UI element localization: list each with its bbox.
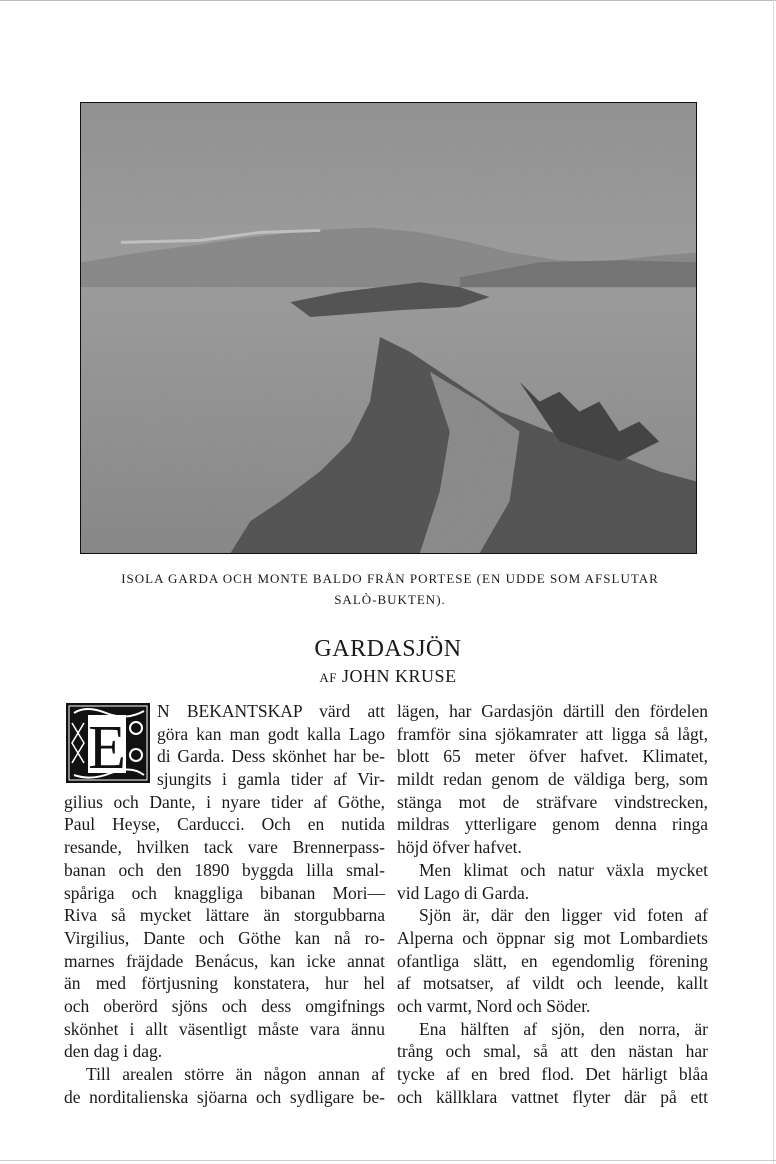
article-byline [0, 666, 776, 687]
text-line: di Garda. Dess skönhet har be- [157, 746, 385, 767]
text-line: skönhet i allt väsentligt måste vara ännu [64, 1018, 385, 1039]
text-line: Men klimat och natur växla mycket [419, 859, 708, 880]
drop-cap-letter: E [88, 714, 126, 782]
photo-caption-line-2: SALÒ-BUKTEN). [334, 592, 446, 607]
text-line: mildras ytterligare genom denna ringa [397, 814, 708, 835]
text-line: den dag i dag. [64, 1041, 163, 1062]
page-bottom-rule [0, 1160, 776, 1161]
text-line: lägen, har Gardasjön därtill den fördelen [397, 701, 708, 721]
text-line: blott 65 meter öfver hafvet. Klimatet, [397, 746, 708, 767]
text-line: mildt redan genom de väldiga berg, som [397, 769, 708, 790]
text-line: och varmt, Nord och Söder. [397, 995, 591, 1016]
text-line: resande, hvilken tack vare Brennerpass- [64, 837, 385, 858]
text-line: vid Lago di Garda. [397, 882, 530, 903]
page-edge [773, 0, 774, 1164]
text-line: gilius och Dante, i nyare tider af Göthe, [64, 791, 385, 812]
text-line: och oberörd sjöns och dess omgifnings [64, 995, 385, 1016]
right-text-column [397, 700, 708, 1108]
text-line: af motsatser, af vildt och leende, kallt [397, 973, 708, 994]
text-line: Ena hälften af sjön, den norra, är [419, 1018, 708, 1039]
text-line: framför sina sjökamrater att ligga så lågt, [397, 723, 708, 744]
text-line: Virgilius, Dante och Göthe kan nå ro- [64, 927, 385, 948]
text-line: och källklara vattnet flyter där på ett [397, 1086, 708, 1107]
text-line: Till arealen större än någon annan af [86, 1064, 385, 1084]
text-line: Paul Heyse, Carducci. Och en nutida [64, 814, 385, 835]
text-line: spåriga och knaggliga bibanan Mori— [64, 882, 385, 903]
text-line: än med förtjusning konstatera, hur hel [64, 973, 385, 994]
text-line: sjungits i gamla tider af Vir- [157, 769, 385, 790]
text-line: de norditalienska sjöarna och sydligare be- [64, 1086, 385, 1107]
text-line: N BEKANTSKAP värd att [157, 701, 385, 721]
text-line: Alperna och öppnar sig mot Lombardiets [397, 927, 708, 948]
left-text-column [64, 700, 385, 1108]
text-line: göra kan man godt kalla Lago [157, 723, 385, 744]
text-line: höjd öfver hafvet. [397, 837, 522, 858]
text-line: stänga mot de sträfvare vindstrecken, [397, 791, 708, 812]
photo-caption-line-1: ISOLA GARDA OCH MONTE BALDO FRÅN PORTESE (EN UDDE SOM AFSLUTAR [121, 571, 659, 586]
text-line: marnes fräjdade Benácus, kan icke annat [64, 950, 385, 971]
byline-prefix: AF [319, 670, 338, 685]
author-name: JOHN KRUSE [342, 666, 457, 686]
text-line: banan och den 1890 byggda lilla smal- [64, 859, 385, 880]
text-line: ofantliga slätt, en egendomlig förening [397, 950, 708, 971]
lake-garda-photograph [80, 102, 697, 554]
text-line: trång och smal, så att den nästan har [397, 1041, 708, 1062]
text-line: tycke af en bred flod. Det härligt blåa [397, 1064, 708, 1084]
text-line: Sjön är, där den ligger vid foten af [419, 905, 708, 926]
page-top-rule [0, 0, 776, 1]
text-line: Riva så mycket lättare än storgubbarna [64, 905, 385, 926]
article-title: GARDASJÖN [314, 636, 462, 662]
